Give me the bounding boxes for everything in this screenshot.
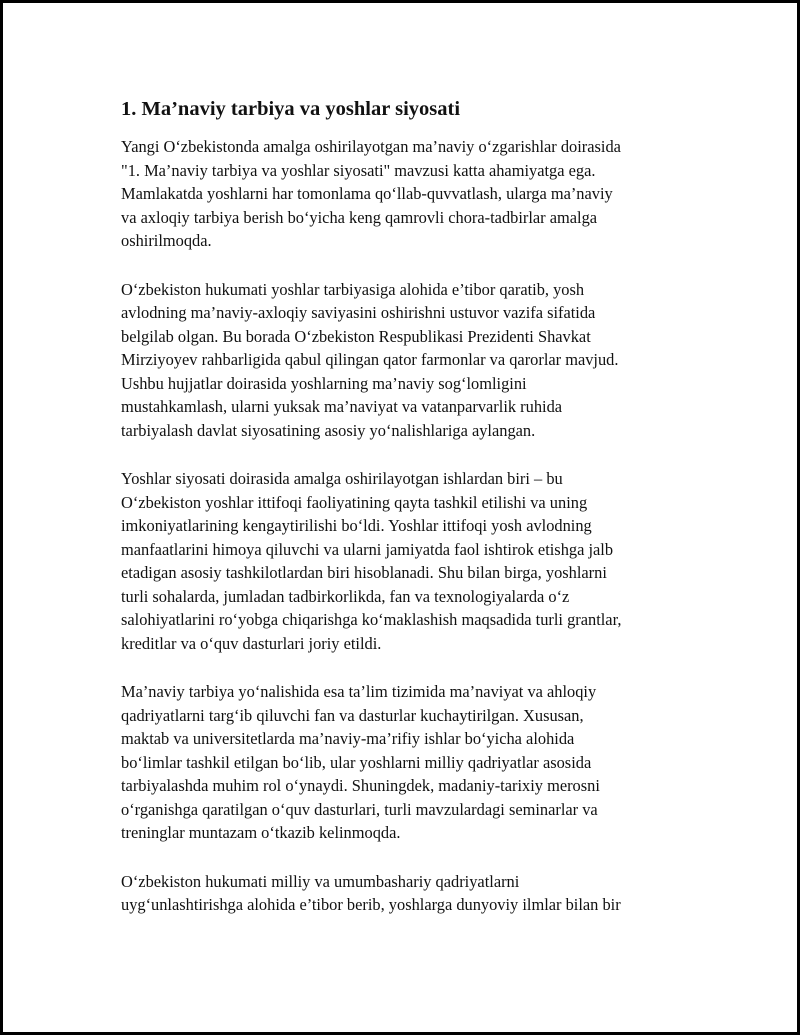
- paragraph-line: bo‘limlar tashkil etilgan bo‘lib, ular yoshlarni milliy qadriyatlar asosida: [121, 752, 592, 772]
- paragraph-line: Ma’naviy tarbiya yo‘nalishida esa ta’lim tizimida ma’naviyat va ahloqiy: [121, 682, 597, 701]
- paragraph-4: [121, 680, 721, 845]
- paragraph-line: treninglar muntazam o‘tkazib kelinmoqda.: [121, 823, 401, 842]
- document-title: 1. Ma’naviy tarbiya va yoshlar siyosati: [121, 98, 461, 120]
- paragraph-line: oshirilmoqda.: [121, 231, 212, 250]
- paragraph-line: belgilab olgan. Bu borada O‘zbekiston Respublikasi Prezidenti Shavkat: [121, 326, 591, 346]
- paragraph-line: O‘zbekiston hukumati milliy va umumbashariy qadriyatlarni: [121, 871, 520, 891]
- paragraph-line: O‘zbekiston yoshlar ittifoqi faoliyatining qayta tashkil etilishi va uning: [121, 492, 588, 512]
- paragraph-line: maktab va universitetlarda ma’naviy-ma’rifiy ishlar bo‘yicha alohida: [121, 729, 575, 748]
- paragraph-line: o‘rganishga qaratilgan o‘quv dasturlari, turli mavzulardagi seminarlar va: [121, 799, 598, 819]
- paragraph-line: Yoshlar siyosati doirasida amalga oshirilayotgan ishlardan biri – bu: [121, 469, 563, 488]
- paragraph-line: tarbiyalashda muhim rol o‘ynaydi. Shuningdek, madaniy-tarixiy merosni: [121, 776, 600, 795]
- document-body: [121, 95, 721, 942]
- paragraph-line: uyg‘unlashtirishga alohida e’tibor berib, yoshlarga dunyoviy ilmlar bilan bir: [121, 895, 621, 914]
- paragraph-3: [121, 467, 721, 655]
- paragraph-line: turli sohalarda, jumladan tadbirkorlikda, fan va texnologiyalarda o‘z: [121, 586, 570, 606]
- paragraph-line: etadigan asosiy tashkilotlardan biri hisoblanadi. Shu bilan birga, yoshlarni: [121, 563, 607, 582]
- paragraph-line: avlodning ma’naviy-axloqiy saviyasini oshirishni ustuvor vazifa sifatida: [121, 303, 596, 322]
- paragraph-line: mustahkamlash, ularni yuksak ma’naviyat va vatanparvarlik ruhida: [121, 397, 563, 416]
- paragraph-1: [121, 135, 721, 253]
- paragraph-line: Mamlakatda yoshlarni har tomonlama qo‘llab-quvvatlash, ularga ma’naviy: [121, 184, 613, 203]
- paragraph-line: O‘zbekiston hukumati yoshlar tarbiyasiga alohida e’tibor qaratib, yosh: [121, 279, 585, 299]
- paragraph-2: [121, 278, 721, 443]
- paragraph-5: [121, 870, 721, 917]
- paragraph-line: tarbiyalash davlat siyosatining asosiy yo‘nalishlariga aylangan.: [121, 420, 536, 440]
- paragraph-line: Mirziyoyev rahbarligida qabul qilingan qator farmonlar va qarorlar mavjud.: [121, 350, 619, 369]
- paragraph-line: "1. Ma’naviy tarbiya va yoshlar siyosati" mavzusi katta ahamiyatga ega.: [121, 160, 596, 180]
- paragraph-line: kreditlar va o‘quv dasturlari joriy etildi.: [121, 633, 382, 653]
- paragraph-line: Ushbu hujjatlar doirasida yoshlarning ma’naviy sog‘lomligini: [121, 373, 527, 393]
- paragraph-line: manfaatlarini himoya qiluvchi va ularni jamiyatda faol ishtirok etishga jalb: [121, 539, 614, 559]
- paragraph-line: salohiyatlarini ro‘yobga chiqarishga ko‘maklashish maqsadida turli grantlar,: [121, 610, 622, 629]
- paragraph-line: imkoniyatlarining kengaytirilishi bo‘ldi. Yoshlar ittifoqi yosh avlodning: [121, 516, 592, 535]
- paragraph-line: va axloqiy tarbiya berish bo‘yicha keng qamrovli chora-tadbirlar amalga: [121, 207, 598, 227]
- paragraph-line: qadriyatlarni targ‘ib qiluvchi fan va dasturlar kuchaytirilgan. Xususan,: [121, 705, 584, 725]
- paragraph-line: Yangi O‘zbekistonda amalga oshirilayotgan ma’naviy o‘zgarishlar doirasida: [121, 137, 621, 156]
